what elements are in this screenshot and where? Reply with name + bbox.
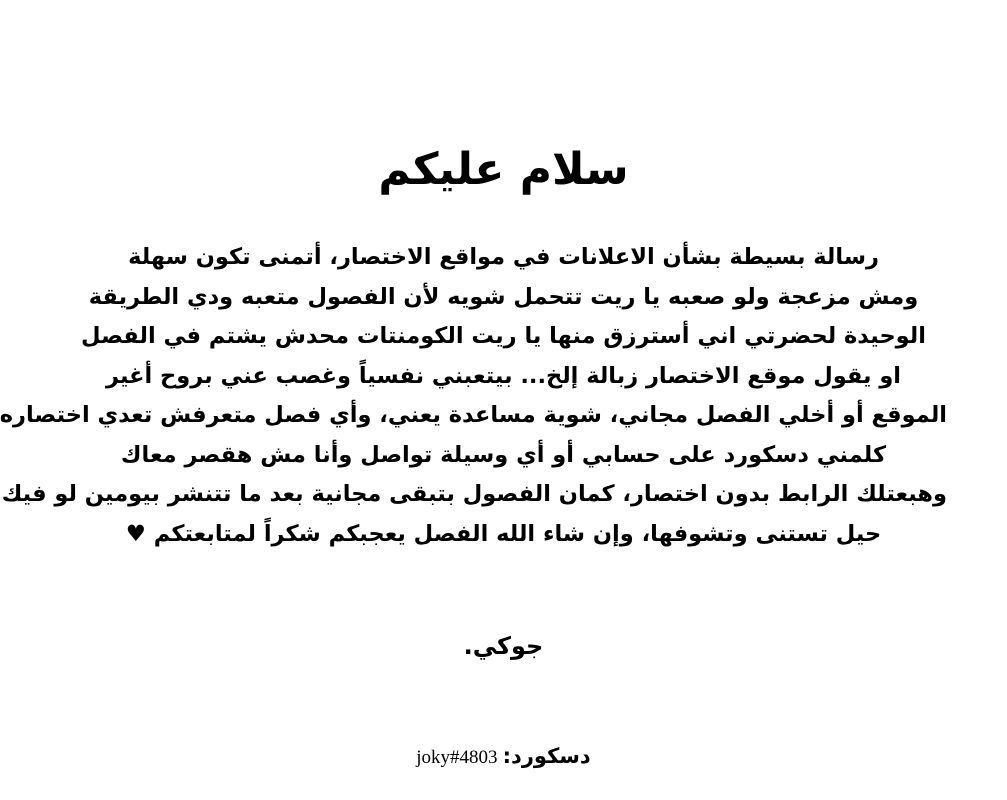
body-line: ومش مزعجة ولو صعبه يا ريت تتحمل شويه لأن الفصول متعبه ودي الطريقة	[88, 283, 919, 310]
contact-line	[0, 741, 1007, 773]
body-line: رسالة بسيطة بشأن الاعلانات في مواقع الاختصار، أتمنى تكون سهلة	[128, 244, 879, 270]
discord-handle: joky#4803	[416, 747, 498, 768]
message-body	[0, 238, 947, 554]
body-line: حيل تستنى وتشوفها، وإن شاء الله الفصل يعجبكم شكراً لمتابعتكم ♥	[125, 520, 882, 547]
contact-label: دسكورد:	[502, 744, 591, 768]
body-line: وهبعتلك الرابط بدون اختصار، كمان الفصول بتبقى مجانية بعد ما تتنشر بيومين لو فيك	[1, 481, 947, 507]
body-line: الوحيدة لحضرتي اني أسترزق منها يا ريت الكومنتات محدش يشتم في الفصل	[81, 323, 926, 349]
greeting-title: سلام عليكم	[378, 144, 629, 195]
body-line: الموقع أو أخلي الفصل مجاني، شوية مساعدة يعني، وأي فصل متعرفش تعدي اختصاره	[0, 402, 947, 428]
body-line: كلمني دسكورد على حسابي أو أي وسيلة تواصل وأنا مش هقصر معاك	[120, 441, 887, 468]
signature: جوكي.	[463, 632, 544, 660]
body-line: او يقول موقع الاختصار زبالة إلخ... بيتعبني نفسياً وغصب عني بروح أغير	[105, 362, 902, 389]
